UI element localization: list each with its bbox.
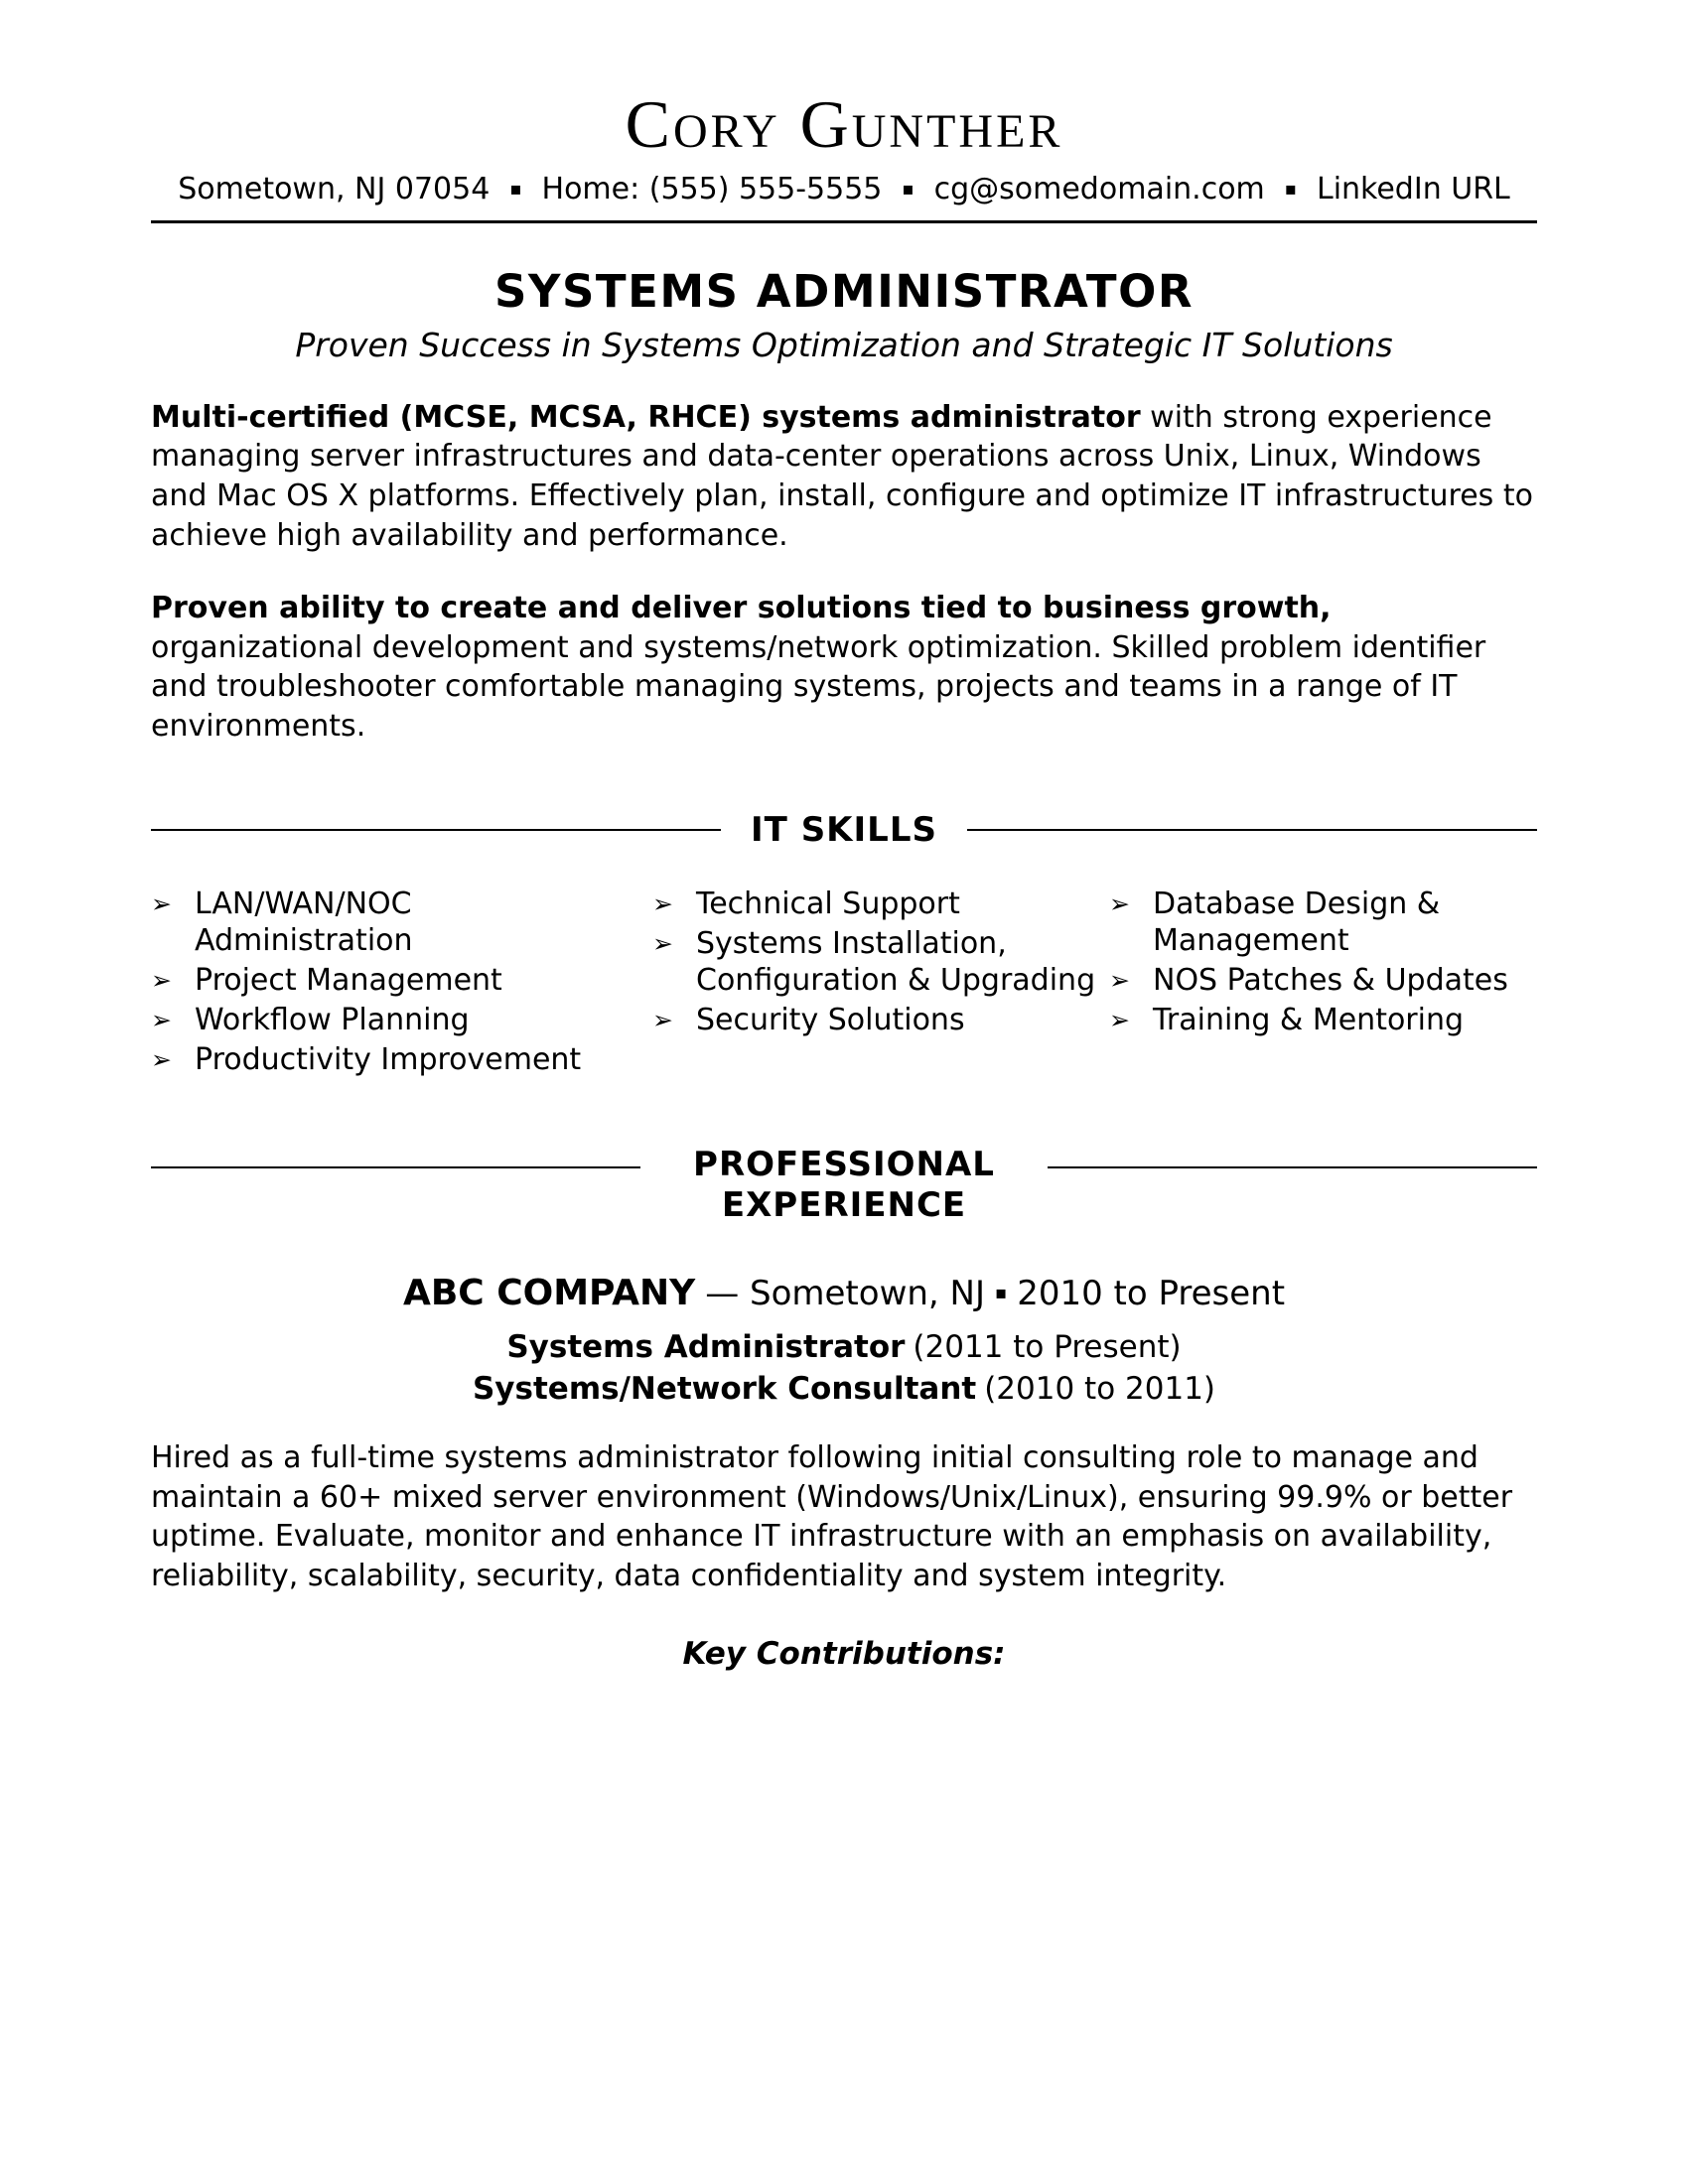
title-block [151, 265, 1537, 364]
arrow-bullet-icon: ➢ [652, 1006, 673, 1035]
square-separator-icon: ▪ [509, 179, 522, 201]
contact-location: Sometown, NJ 07054 [178, 171, 491, 206]
role-line [151, 1369, 1537, 1409]
section-rule-left [151, 1166, 640, 1168]
skills-column [652, 886, 1109, 1082]
arrow-bullet-icon: ➢ [151, 1006, 172, 1035]
skill-label: Productivity Improvement [195, 1042, 582, 1078]
skill-item [1109, 886, 1537, 959]
summary-body-text: organizational development and systems/network optimization. Skilled problem identifier and troubleshooter comfortable managing systems, projects and teams in a range of IT environments. [151, 629, 1486, 744]
section-rule-right [1048, 1166, 1537, 1168]
skills-column [151, 886, 652, 1082]
company-line [151, 1273, 1537, 1313]
summary-section [151, 398, 1537, 747]
summary-paragraph [151, 589, 1537, 746]
skills-columns [151, 886, 1537, 1082]
skill-item [151, 1002, 652, 1038]
contact-linkedin: LinkedIn URL [1316, 171, 1510, 206]
skill-label: Database Design & Management [1153, 886, 1441, 958]
summary-body-text: with strong experience managing server infrastructures and data-center operations across Unix, Linux, Windows and Mac OS X platforms. Effectively plan, install, configure and optimize IT infrastructures to achieve high availability and performance. [151, 399, 1533, 553]
arrow-bullet-icon: ➢ [151, 1045, 172, 1075]
skill-item [652, 925, 1109, 999]
square-separator-icon: ▪ [1284, 179, 1297, 201]
arrow-bullet-icon: ➢ [652, 888, 673, 918]
contact-email: cg@somedomain.com [933, 171, 1265, 206]
skill-item [151, 1041, 652, 1078]
skill-label: Workflow Planning [195, 1003, 470, 1038]
square-separator-icon: ▪ [995, 1283, 1008, 1304]
role-title: Systems/Network Consultant [472, 1371, 977, 1407]
header-divider [151, 220, 1537, 223]
resume-title: SYSTEMS ADMINISTRATOR [494, 264, 1194, 318]
skill-label: Security Solutions [696, 1003, 965, 1038]
role-dates: (2011 to Present) [913, 1328, 1182, 1365]
resume-tagline: Proven Success in Systems Optimization and Strategic IT Solutions [295, 325, 1393, 364]
candidate-name: Cory Gunther [625, 86, 1063, 162]
skills-section [151, 810, 1537, 1082]
skill-item [1109, 1002, 1537, 1038]
skill-item [151, 962, 652, 999]
skills-section-header [151, 810, 1537, 850]
company-dates: 2010 to Present [1017, 1273, 1286, 1313]
skill-label: NOS Patches & Updates [1153, 962, 1508, 998]
skill-item [1109, 962, 1537, 999]
skill-label: Systems Installation, Configuration & Upgrading [696, 925, 1096, 998]
key-contributions-label: Key Contributions: [682, 1635, 1006, 1672]
experience-description: Hired as a full-time systems administrator following initial consulting role to manage and maintain a 60+ mixed server environment (Windows/Unix/Linux), ensuring 99.9% or better uptime. Evaluate, monitor and enhance IT infrastructure with an emphasis on availability, reliability, scalability, security, data confidentiality and system integrity. [151, 1440, 1513, 1594]
skill-item [151, 886, 652, 959]
arrow-bullet-icon: ➢ [151, 888, 172, 918]
experience-section [151, 1145, 1537, 1671]
square-separator-icon: ▪ [902, 179, 914, 201]
role-line [151, 1327, 1537, 1367]
experience-section-header [151, 1145, 1537, 1224]
arrow-bullet-icon: ➢ [1109, 1006, 1130, 1035]
role-dates: (2010 to 2011) [984, 1371, 1216, 1407]
skill-label: Project Management [195, 962, 502, 998]
skill-item [652, 886, 1109, 922]
summary-paragraph [151, 398, 1537, 555]
contact-phone: Home: (555) 555-5555 [541, 171, 883, 206]
skill-label: LAN/WAN/NOC Administration [195, 886, 413, 958]
role-title: Systems Administrator [506, 1328, 906, 1365]
arrow-bullet-icon: ➢ [1109, 965, 1130, 995]
skill-label: Training & Mentoring [1153, 1003, 1465, 1038]
skills-column [1109, 886, 1537, 1082]
company-location: — Sometown, NJ [705, 1273, 985, 1313]
resume-header [151, 87, 1537, 223]
summary-lead-text: Proven ability to create and deliver solutions tied to business growth, [151, 591, 1332, 626]
experience-heading: PROFESSIONAL EXPERIENCE [693, 1145, 995, 1225]
arrow-bullet-icon: ➢ [1109, 888, 1130, 918]
contact-line [151, 172, 1537, 206]
company-name: ABC COMPANY [402, 1272, 696, 1313]
summary-lead-text: Multi-certified (MCSE, MCSA, RHCE) systems administrator [151, 399, 1141, 435]
arrow-bullet-icon: ➢ [652, 928, 673, 958]
skill-label: Technical Support [696, 886, 960, 921]
skill-item [652, 1002, 1109, 1038]
arrow-bullet-icon: ➢ [151, 965, 172, 995]
section-rule-right [967, 829, 1537, 831]
skills-heading: IT SKILLS [751, 809, 937, 850]
section-rule-left [151, 829, 721, 831]
